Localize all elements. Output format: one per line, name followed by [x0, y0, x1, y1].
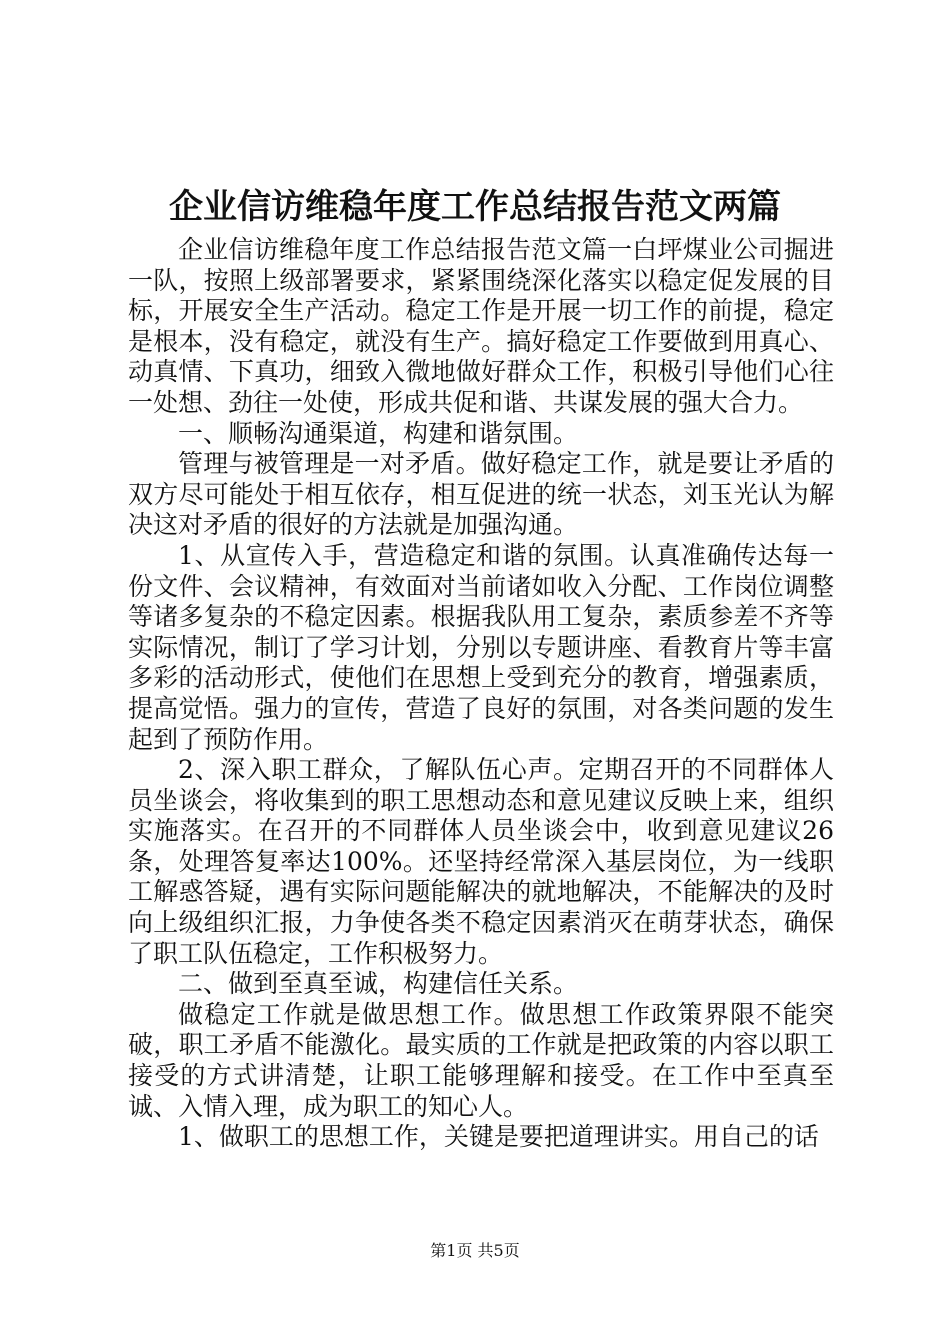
document-title: 企业信访维稳年度工作总结报告范文两篇 — [169, 187, 781, 227]
section-heading-2: 二、做到至真至诚，构建信任关系。 — [178, 969, 579, 999]
paragraph-ideology: 做稳定工作就是做思想工作。做思想工作政策界限不能突破，职工矛盾不能激化。最实质的工作就是把政策的内容以职工接受的方式讲清楚，让职工能够理解和接受。在工作中至真至诚、入情入理，成为职工的知心人。 — [128, 999, 834, 1121]
paragraph-workers: 2、深入职工群众，了解队伍心声。定期召开的不同群体人员坐谈会，将收集到的职工思想动态和意见建议反映上来，组织实施落实。在召开的不同群体人员坐谈会中，收到意见建议26条，处理答复率达100%。还坚持经常深入基层岗位，为一线职工解惑答疑，遇有实际问题能解决的就地解决，不能解决的及时向上级组织汇报，力争使各类不稳定因素消灭在萌芽状态，确保了职工队伍稳定，工作积极努力。 — [128, 755, 834, 968]
paragraph-intro: 企业信访维稳年度工作总结报告范文篇一白坪煤业公司掘进一队，按照上级部署要求，紧紧围绕深化落实以稳定促发展的目标，开展安全生产活动。稳定工作是开展一切工作的前提，稳定是根本，没有稳定，就没有生产。搞好稳定工作要做到用真心、动真情、下真功，细致入微地做好群众工作，积极引导他们心往一处想、劲往一处使，形成共促和谐、共谋发展的强大合力。 — [128, 235, 834, 417]
paragraph-reasoning: 1、做职工的思想工作，关键是要把道理讲实。用自己的话 — [178, 1122, 819, 1152]
page-footer: 第1页 共5页 — [430, 1241, 520, 1260]
paragraph-management: 管理与被管理是一对矛盾。做好稳定工作，就是要让矛盾的双方尽可能处于相互依存，相互促进的统一状态，刘玉光认为解决这对矛盾的很好的方法就是加强沟通。 — [128, 449, 834, 540]
paragraph-propaganda: 1、从宣传入手，营造稳定和谐的氛围。认真准确传达每一份文件、会议精神，有效面对当前诸如收入分配、工作岗位调整等诸多复杂的不稳定因素。根据我队用工复杂，素质参差不齐等实际情况，制订了学习计划，分别以专题讲座、看教育片等丰富多彩的活动形式，使他们在思想上受到充分的教育，增强素质，提高觉悟。强力的宣传，营造了良好的氛围，对各类问题的发生起到了预防作用。 — [128, 540, 834, 754]
document-body — [128, 235, 834, 1153]
section-heading-1: 一、顺畅沟通渠道，构建和谐氛围。 — [178, 418, 579, 448]
